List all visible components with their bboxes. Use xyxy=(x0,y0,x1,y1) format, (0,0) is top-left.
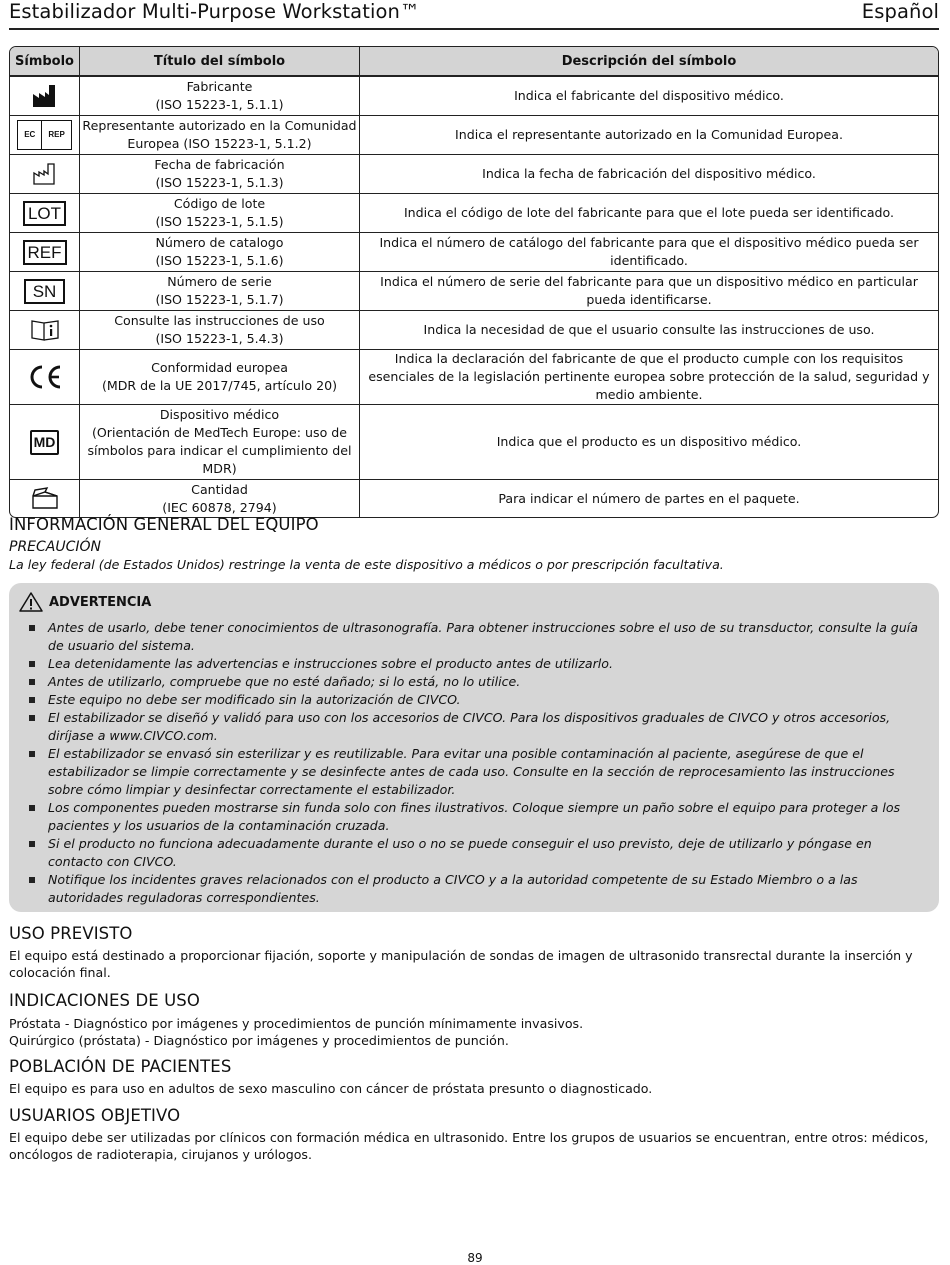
symbol-description: Indica el representante autorizado en la Comunidad Europea. xyxy=(360,115,938,154)
column-header-symbol: Símbolo xyxy=(10,47,80,77)
document-title: Estabilizador Multi-Purpose Workstation™ xyxy=(9,0,420,23)
symbol-title: Cantidad xyxy=(191,481,248,497)
symbol-title: Código de lote xyxy=(173,196,266,211)
medical-device-icon: MD xyxy=(30,430,60,455)
symbol-title: Consulte las instrucciones de uso xyxy=(114,313,325,328)
symbol-standard: (ISO 15223-1, 5.1.3) xyxy=(155,175,284,190)
column-header-title: Título del símbolo xyxy=(80,47,360,77)
symbol-title: Conformidad europea xyxy=(151,360,288,375)
page-header xyxy=(9,0,939,30)
indications-section xyxy=(9,991,939,1049)
target-users-text: El equipo debe ser utilizadas por clínicos con formación médica en ultrasonido. Entre los grupos de usuarios se encuentran, entre otros: médicos, oncólogos de radioterapia, cirujanos y urólogos. xyxy=(9,1130,929,1162)
page-number: 89 xyxy=(467,1251,483,1265)
table-row xyxy=(10,193,938,232)
symbol-title: Número de catalogo xyxy=(155,235,284,250)
symbol-standard: (ISO 15223-1, 5.1.7) xyxy=(155,292,284,307)
indication-line: Quirúrgico (próstata) - Diagnóstico por imágenes y procedimientos de punción. xyxy=(9,1033,509,1048)
section-heading: INFORMACIÓN GENERAL DEL EQUIPO xyxy=(9,515,319,534)
manufacture-date-icon xyxy=(32,162,58,186)
symbol-description: Indica la necesidad de que el usuario consulte las instrucciones de uso. xyxy=(360,310,938,349)
symbol-title: Número de serie xyxy=(167,274,272,289)
patient-population-section xyxy=(9,1057,939,1097)
symbol-title: Fabricante xyxy=(186,79,253,94)
warning-list xyxy=(19,619,929,907)
symbol-title: Representante autorizado en la Comunidad xyxy=(82,118,357,133)
general-info-section xyxy=(9,515,939,573)
section-heading: USO PREVISTO xyxy=(9,924,133,943)
caution-text: La ley federal (de Estados Unidos) restringe la venta de este dispositivo a médicos o por prescripción facultativa. xyxy=(9,557,724,572)
symbol-standard: (ISO 15223-1, 5.1.6) xyxy=(155,253,284,268)
table-row xyxy=(10,479,938,517)
warning-item: El estabilizador se envasó sin esterilizar y es reutilizable. Para evitar una posible contaminación al paciente, asegúrese de que el estabilizador se limpie correctamente y se desinfecte antes de cada uso. Consulte en la sección de reprocesamiento las instrucciones sobre cómo limpiar y desinfectar correctamente el estabilizador. xyxy=(19,745,929,799)
ref-icon: REF xyxy=(23,240,67,265)
symbol-standard: (ISO 15223-1, 5.4.3) xyxy=(155,331,284,346)
symbol-description: Indica la declaración del fabricante de que el producto cumple con los requisitos esenciales de la legislación pertinente europea sobre protección de la salud, seguridad y medio ambiente. xyxy=(360,349,938,404)
symbol-description: Para indicar el número de partes en el paquete. xyxy=(360,479,938,517)
symbol-standard: (MDR de la UE 2017/745, artículo 20) xyxy=(101,378,338,393)
symbol-standard: (Orientación de MedTech Europe: uso de xyxy=(91,425,348,440)
target-users-section xyxy=(9,1106,939,1163)
table-row xyxy=(10,404,938,479)
intended-use-section xyxy=(9,924,939,981)
section-heading: POBLACIÓN DE PACIENTES xyxy=(9,1057,232,1076)
warning-item: Lea detenidamente las advertencias e instrucciones sobre el producto antes de utilizarlo. xyxy=(19,655,929,673)
warning-triangle-icon xyxy=(19,592,43,612)
symbol-description: Indica el código de lote del fabricante para que el lote pueda ser identificado. xyxy=(360,193,938,232)
symbol-description: Indica la fecha de fabricación del dispositivo médico. xyxy=(360,154,938,193)
table-row xyxy=(10,115,938,154)
quantity-icon xyxy=(29,487,61,511)
symbol-description: Indica el número de catálogo del fabricante para que el dispositivo médico pueda ser identificado. xyxy=(360,232,938,271)
symbol-title: Dispositivo médico xyxy=(159,407,280,422)
warning-item: Si el producto no funciona adecuadamente durante el uso o no se puede conseguir el uso previsto, deje de utilizarlo y póngase en contacto con CIVCO. xyxy=(19,835,929,871)
table-row xyxy=(10,349,938,404)
symbol-description: Indica el fabricante del dispositivo médico. xyxy=(514,88,784,103)
lot-icon: LOT xyxy=(23,201,66,226)
table-row xyxy=(10,154,938,193)
serial-number-icon: SN xyxy=(24,279,66,304)
consult-instructions-icon xyxy=(30,318,60,342)
symbol-description: Indica el número de serie del fabricante para que un dispositivo médico en particular pueda identificarse. xyxy=(360,271,938,310)
indication-line: Próstata - Diagnóstico por imágenes y procedimientos de punción mínimamente invasivos. xyxy=(9,1016,584,1031)
symbol-standard: (IEC 60878, 2794) xyxy=(162,499,277,515)
column-header-description: Descripción del símbolo xyxy=(360,47,938,77)
caution-label: PRECAUCIÓN xyxy=(9,539,102,555)
symbols-table xyxy=(9,46,939,518)
warning-item: Este equipo no debe ser modificado sin la autorización de CIVCO. xyxy=(19,691,929,709)
warning-item: Antes de utilizarlo, compruebe que no esté dañado; si lo está, no lo utilice. xyxy=(19,673,929,691)
warning-item: Los componentes pueden mostrarse sin funda solo con fines ilustrativos. Coloque siempre un paño sobre el equipo para proteger a los pacientes y los usuarios de la contaminación cruzada. xyxy=(19,799,929,835)
warning-label: ADVERTENCIA xyxy=(49,594,152,610)
ec-rep-icon: EC REP xyxy=(17,120,72,150)
ce-mark-icon xyxy=(26,364,64,390)
warning-item: El estabilizador se diseñó y validó para uso con los accesorios de CIVCO. Para los dispositivos graduales de CIVCO y otros accesorios, diríjase a www.CIVCO.com. xyxy=(19,709,929,745)
section-heading: INDICACIONES DE USO xyxy=(9,991,200,1010)
symbol-description: Indica que el producto es un dispositivo médico. xyxy=(360,404,938,479)
patient-population-text: El equipo es para uso en adultos de sexo masculino con cáncer de próstata presunto o diagnosticado. xyxy=(9,1081,653,1096)
manufacturer-icon xyxy=(32,84,58,108)
symbol-standard: MDR) xyxy=(202,461,237,476)
symbol-title: Fecha de fabricación xyxy=(154,157,285,172)
warning-box xyxy=(9,583,939,912)
symbol-standard: símbolos para indicar el cumplimiento del xyxy=(87,443,352,458)
intended-use-text: El equipo está destinado a proporcionar fijación, soporte y manipulación de sondas de imagen de ultrasonido transrectal durante la inserción y colocación final. xyxy=(9,948,913,980)
symbol-standard: (ISO 15223-1, 5.1.1) xyxy=(155,97,284,112)
warning-item: Notifique los incidentes graves relacionados con el producto a CIVCO y a la autoridad competente de su Estado Miembro o a las autoridades reguladoras correspondientes. xyxy=(19,871,929,907)
symbol-standard: Europea (ISO 15223-1, 5.1.2) xyxy=(127,136,312,151)
table-header-row xyxy=(10,47,938,77)
table-row xyxy=(10,232,938,271)
table-row xyxy=(10,271,938,310)
symbol-standard: (ISO 15223-1, 5.1.5) xyxy=(155,214,284,229)
language-label: Español xyxy=(861,0,939,23)
section-heading: USUARIOS OBJETIVO xyxy=(9,1106,181,1125)
table-row xyxy=(10,77,938,115)
warning-header xyxy=(19,591,929,613)
table-row xyxy=(10,310,938,349)
warning-item: Antes de usarlo, debe tener conocimientos de ultrasonografía. Para obtener instrucciones sobre el uso de su transductor, consulte la guía de usuario del sistema. xyxy=(19,619,929,655)
